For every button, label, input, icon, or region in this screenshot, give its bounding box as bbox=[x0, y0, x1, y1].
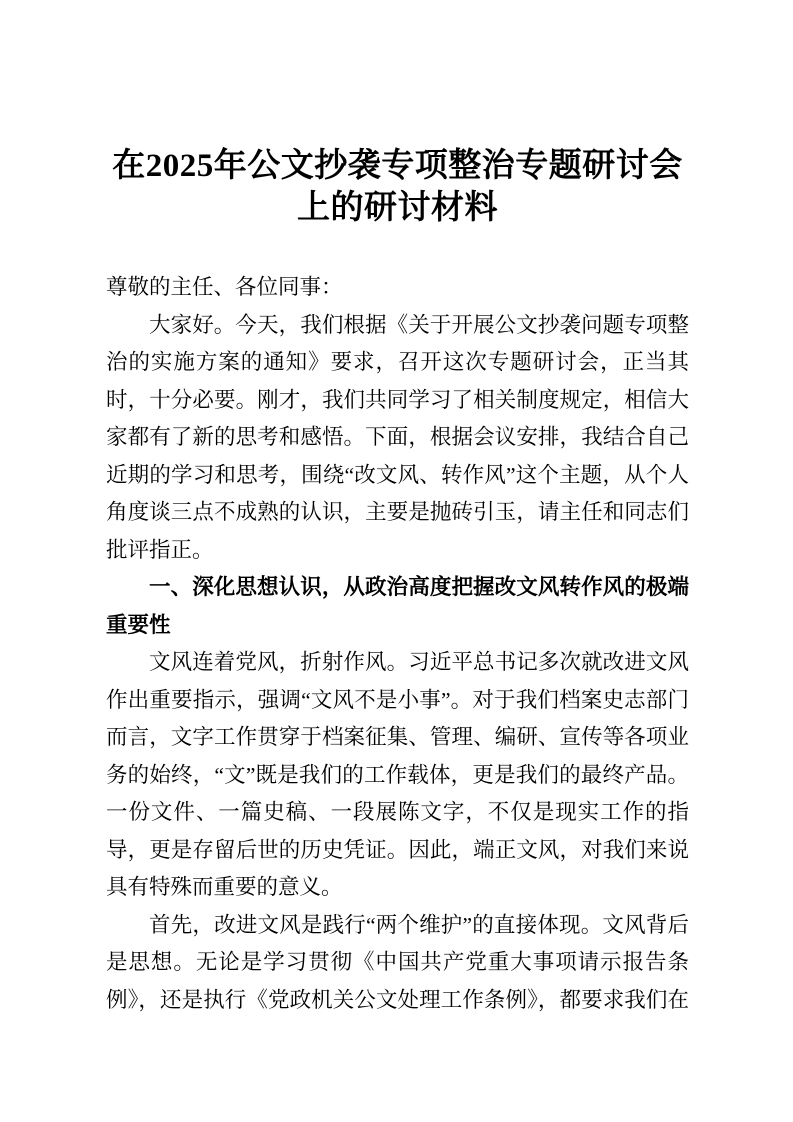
paragraph-section1-body: 文风连着党风，折射作风。习近平总书记多次就改进文风作出重要指示，强调“文风不是小事”。对于我们档案史志部门而言，文字工作贯穿于档案征集、管理、编研、宣传等各项业务的始终，“文”既是我们的工作载体，更是我们的最终产品。一份文件、一篇史稿、一段展陈文字，不仅是现实工作的指导，更是存留后世的历史凭证。因此，端正文风，对我们来说具有特殊而重要的意义。 bbox=[106, 650, 689, 899]
section-heading-1: 一、深化思想认识，从政治高度把握改文风转作风的极端重要性 bbox=[106, 575, 689, 637]
paragraph-opening: 大家好。今天，我们根据《关于开展公文抄袭问题专项整治的实施方案的通知》要求，召开这次专题研讨会，正当其时，十分必要。刚才，我们共同学习了相关制度规定，相信大家都有了新的思考和感悟。下面，根据会议安排，我结合自己近期的学习和思考，围绕“改文风、转作风”这个主题，从个人角度谈三点不成熟的认识，主要是抛砖引玉，请主任和同志们批评指正。 bbox=[106, 312, 689, 562]
salutation-line: 尊敬的主任、各位同事： bbox=[106, 275, 343, 299]
paragraph-section1-firstly: 首先，改进文风是践行“两个维护”的直接体现。文风背后是思想。无论是学习贯彻《中国共产党重大事项请示报告条例》，还是执行《党政机关公文处理工作条例》，都要求我们在 bbox=[106, 912, 689, 1012]
document-body bbox=[106, 269, 689, 1019]
document-title: 在2025年公文抄袭专项整治专题研讨会上的研讨材料 bbox=[112, 148, 683, 226]
